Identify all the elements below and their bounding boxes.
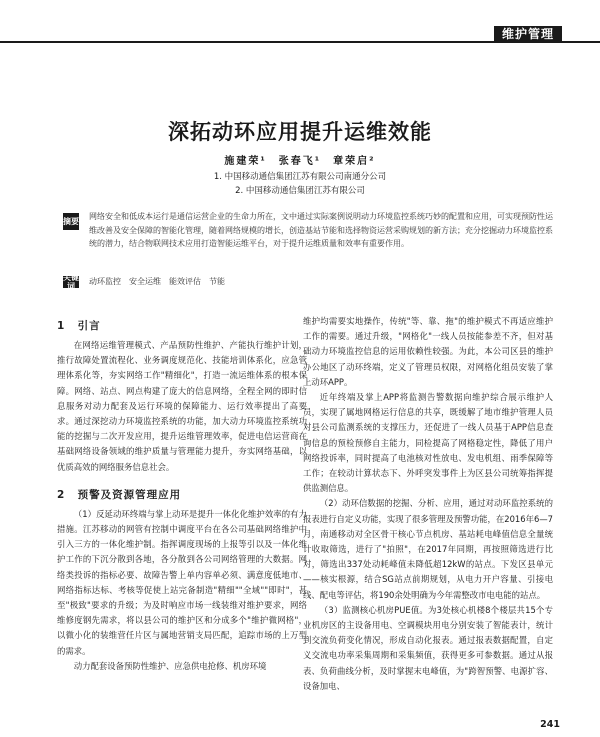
keywords-text: 动环监控 安全运维 能效评估 节能 [89,277,225,286]
page-header [0,28,600,42]
right-column [303,314,553,694]
right-paragraph: 维护均需要实地操作，传统"等、靠、拖"的维护模式不再适应维护工作的需要。通过升级，"网格化"一线人员按能参差不齐，但对基础动力环境监控信息的运用依赖性较强。为此，本公司区县的维护办公地区了动环终端，定义了管理员权限，对网格化组员安装了掌上动环APP。 [303,316,553,387]
section-1-title: 引言 [77,320,101,332]
right-paragraph: （3）监测核心机房PUE值。为3处核心机楼8个楼层共15个专业机房区的主设备用电、空调模块用电分别安装了智能表计，统计到交流负荷变化情况，形成自动化报表。通过报表数据配置，自定义交流电功率采集周期和采集频值，获得更多可参数据。通过从报表、负荷曲线分析，及时掌握末电峰值，为"跨智预警、电源扩容、设备加电、 [303,604,553,691]
abstract-text: 网络安全和低成本运行是通信运营企业的生命力所在，文中通过实际案例说明动力环境监控系统巧妙的配置和应用，可实现预防性运维改善及安全保障的智能化管理，随着网络规模的增长，创造基站节能和选择物资运营采购规划的新方法；充分挖掘动力环境监控系统的潜力，结合物联网技术应用打造智能运维平台，对于提升运维质量和效率有重要作用。 [89,212,553,249]
left-column [57,314,307,674]
section-2-paragraph: （1）反延动环终端与掌上动环是提升一体化化维护效率的有力措施。江苏移动的网管有控制中调度平台在各公司基础网络维护中引入三方的一体化维护制。指挥调度现场的上报等引以及一体化维护工作的下沉分散到各地，各分散到各公司网络管理的大数据。网络类投诉的指标必要、故障告警上单内容单必须、满意度低地市、网络指标达标、考核等促使上站完备制造"精细""全域""即时"，甚至"极致"要求的升级；为及时响应市场一线装维对维护要求，网络维修度钢先需求，将以县公司的维护区和分成多个"维护微网格"，以微小化的装维营任片区与属地营销支局匹配，追踪市场的上万型的需求。 [57,508,307,656]
keywords-tag: 关键词 [63,273,79,291]
section-1-number: 1 [57,320,66,332]
affiliation-1: 1. 中国移动通信集团江苏有限公司南通分公司 [213,172,387,182]
article-authors: 施建荣¹ 张春飞¹ 章荣启² [224,156,376,167]
page-number: 241 [540,719,560,730]
section-2-number: 2 [57,488,66,501]
article-title: 深拓动环应用提升运维效能 [168,120,432,144]
section-tag: 维护管理 [494,26,562,43]
right-paragraph: （2）动环信数据的挖掘、分析、应用，通过对动环监控系统的报表进行自定义功能，实现了很多管理及预警功能，在2016年6—7月，南通移动对全区骨干核心节点机房、基站耗电峰值信息全量统计收取筛选，进行了"拍照"，在2017年同期，再按照筛选进行比对，筛选出337处动耗峰值未降低超12kW的站点。下发区县单元——核实根源，结合SG站点前期规划，从电力开户容量、引接电线、配电等评估，将190余处明确为今年需整改市电电能的站点。 [303,498,553,600]
affiliation-2: 2. 中国移动通信集团江苏有限公司 [235,186,365,196]
section-2-paragraph: 动力配套设备预防性维护、应急供电抢修、机房环境 [73,660,267,671]
right-paragraph: 近年终端及掌上APP将监测告警数据向维护综合展示维护人员，实现了属地网格运行信息的共享，既缓解了地市维护管理人员对县公司监测系统的支撑压力，还促进了一线人员基于APP信息查询信息的预检预修自主能力，同检提高了网格稳定性，降低了用户网络投诉率，同时提高了电池核对性放电、发电机组、雨季保障等工作；在较动计算状态下、外呼突发事件上为区县公司统筹指挥提供监测信息。 [303,392,553,494]
section-1-paragraph: 在网络运维管理模式、产品预防性维护、产能执行维护计划，推行故障处置流程化、业务调度规范化、技能培训体系化，应急管理体系化等，夯实网络工作"精细化"，打造一流运维体系的根本保障。网络、站点、网点构建了庞大的信息网络，全程全网的即时信息服务对动力配套及运行环境的保障能力、运行效率提出了高要求。通过深挖动力环境监控系统的功能，加大动力环境监控系统功能的挖掘与二次开发应用，提升运维管理效率，促进电信运营商在基础网络设备领域的维护质量与管理能力提升，夯实网络基础，以优质高效的网络服务信息社会。 [57,340,307,472]
section-1-heading [57,314,307,338]
abstract-tag: 摘要 [63,213,79,230]
section-2-heading [57,483,307,507]
section-2-title: 预警及资源管理应用 [77,488,182,501]
